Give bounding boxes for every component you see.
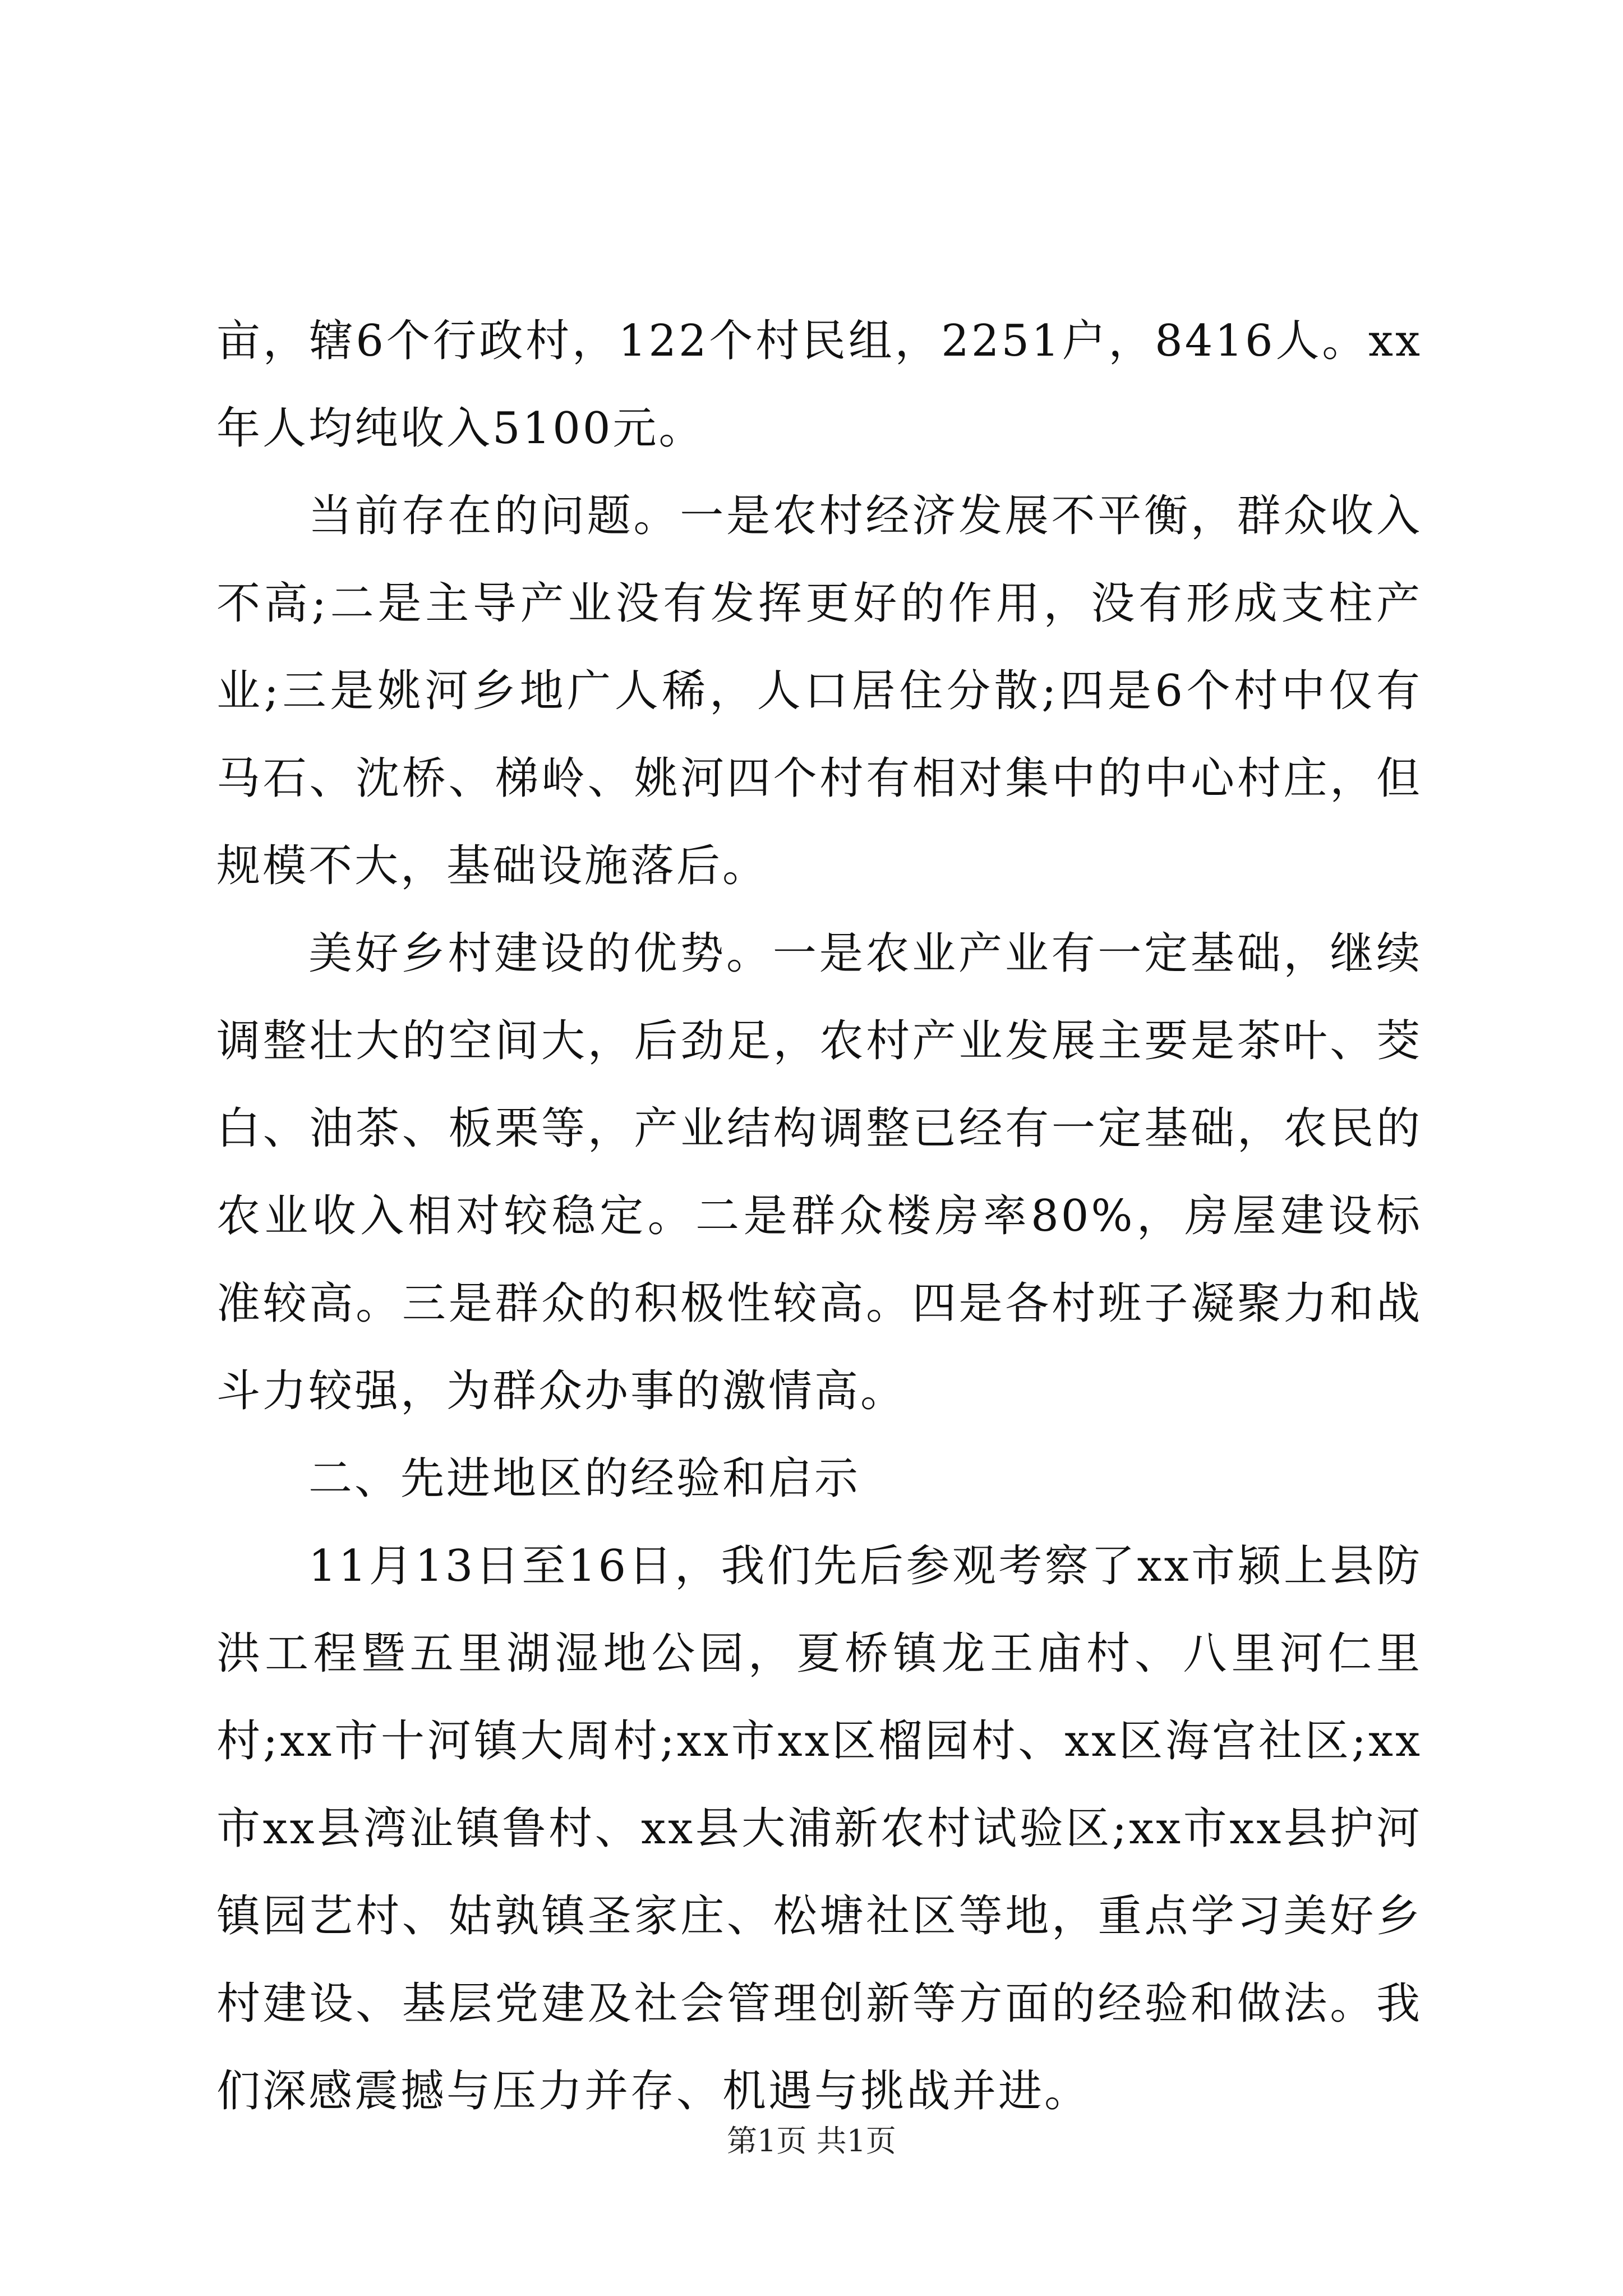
page-number-footer: 第1页 共1页 [727, 2123, 896, 2159]
section-heading-experience: 二、先进地区的经验和启示 [308, 1453, 861, 1504]
document-body [216, 297, 1422, 2135]
paragraph-field-visit: 11月13日至16日，我们先后参观考察了xx市颍上县防洪工程暨五里湖湿地公园，夏桥镇龙王庙村、八里河仁里村;xx市十河镇大周村;xx市xx区榴园村、xx区海宫社区;xx市xx县湾沚镇鲁村、xx县大浦新农村试验区;xx市xx县护河镇园艺村、姑孰镇圣家庄、松塘社区等地，重点学习美好乡村建设、基层党建及社会管理创新等方面的经验和做法。我们深感震撼与压力并存、机遇与挑战并进。 [216, 1541, 1422, 2116]
paragraph-advantages: 美好乡村建设的优势。一是农业产业有一定基础，继续调整壮大的空间大，后劲足，农村产业发展主要是茶叶、茭白、油茶、板栗等，产业结构调整已经有一定基础，农民的农业收入相对较稳定。二是群众楼房率80%，房屋建设标准较高。三是群众的积极性较高。四是各村班子凝聚力和战斗力较强，为群众办事的激情高。 [216, 928, 1422, 1416]
paragraph-income-summary: 亩，辖6个行政村，122个村民组，2251户，8416人。xx年人均纯收入5100元。 [216, 316, 1422, 454]
paragraph-current-problems: 当前存在的问题。一是农村经济发展不平衡，群众收入不高;二是主导产业没有发挥更好的作用，没有形成支柱产业;三是姚河乡地广人稀，人口居住分散;四是6个村中仅有马石、沈桥、梯岭、姚河四个村有相对集中的中心村庄，但规模不大，基础设施落后。 [216, 491, 1422, 891]
